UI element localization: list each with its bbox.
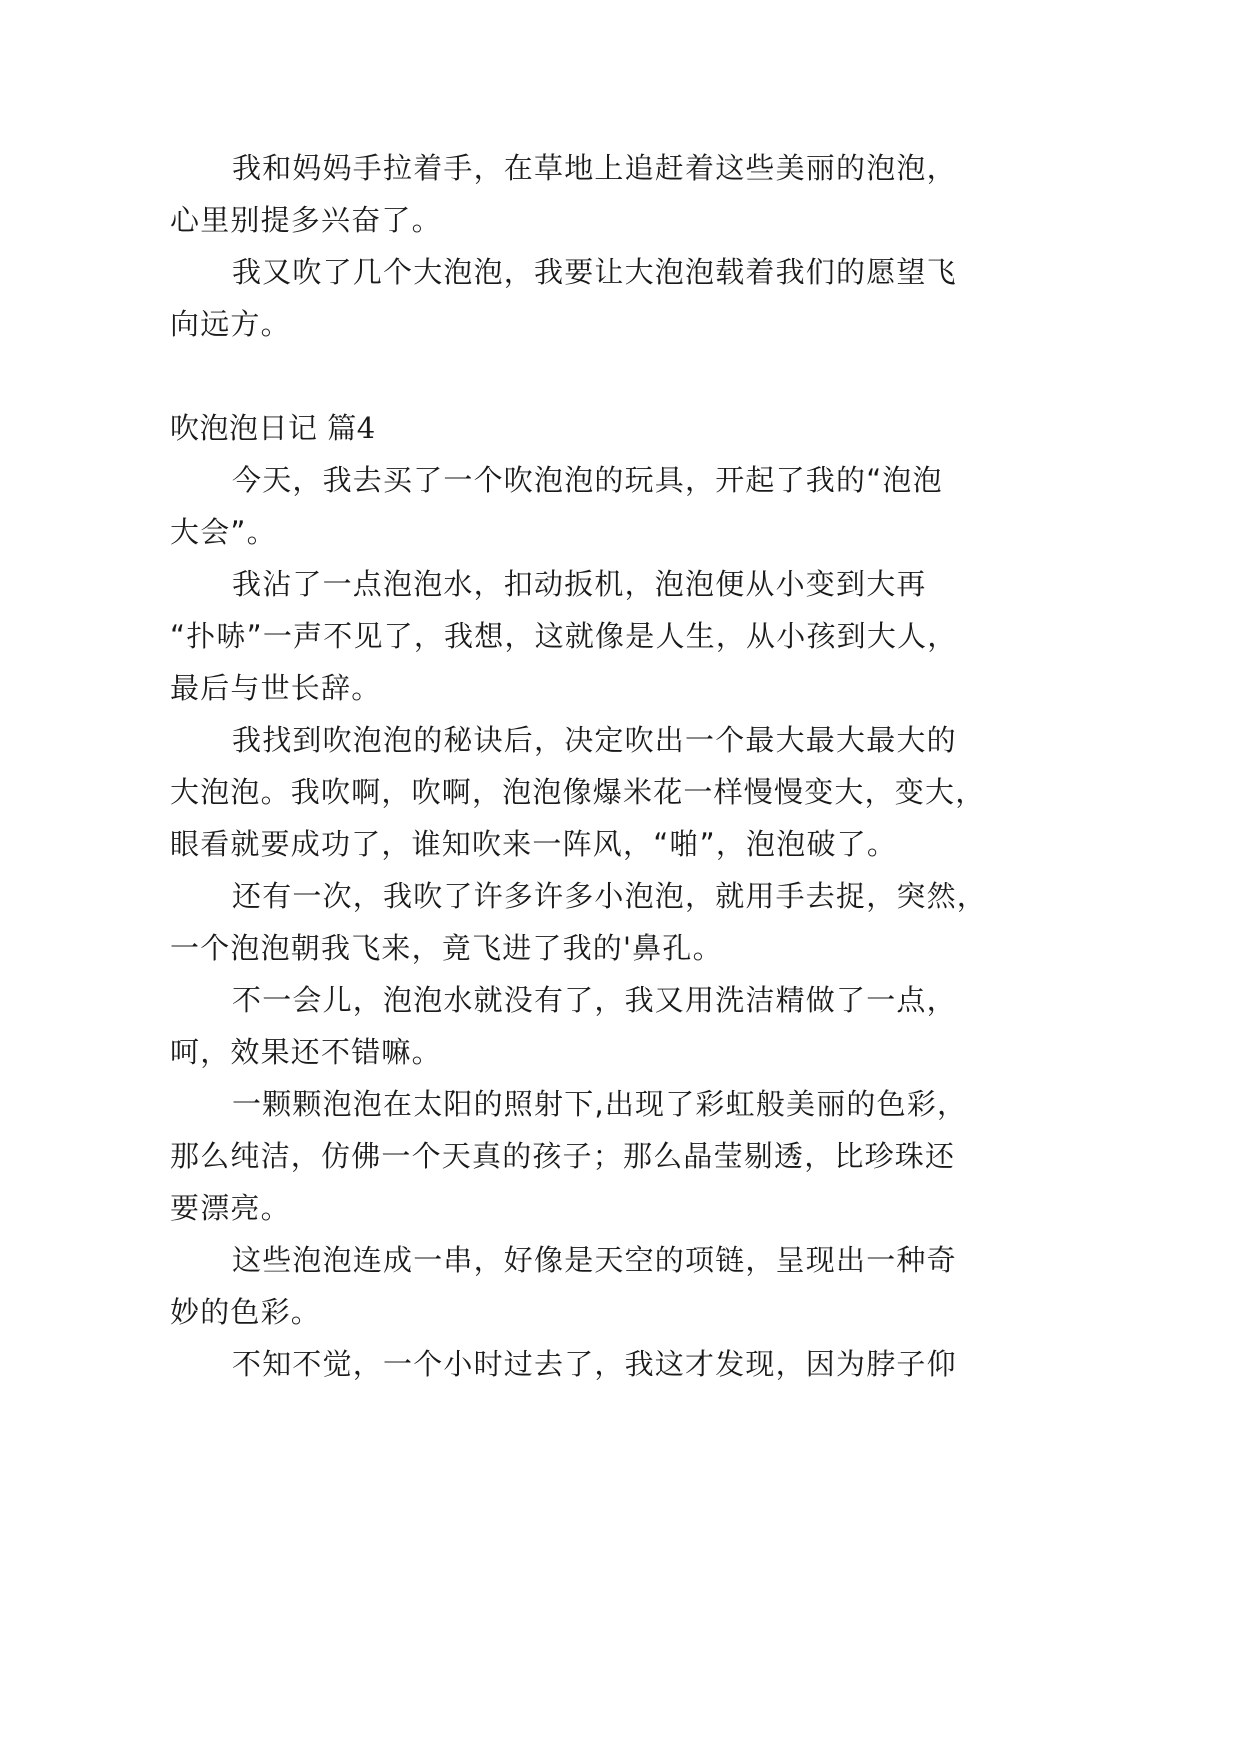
paragraph-10-line-1: 不知不觉，一个小时过去了，我这才发现，因为脖子仰 [232, 1347, 957, 1381]
paragraph-2-line-2: 向远方。 [170, 307, 291, 341]
paragraph-3-line-2: 大会”。 [170, 515, 277, 549]
section-title: 吹泡泡日记 篇4 [170, 411, 376, 445]
paragraph-5-line-2: 大泡泡。我吹啊，吹啊，泡泡像爆米花一样慢慢变大，变大， [170, 775, 986, 809]
paragraph-8-line-1: 一颗颗泡泡在太阳的照射下,出现了彩虹般美丽的色彩， [232, 1087, 968, 1121]
paragraph-7-line-1: 不一会儿，泡泡水就没有了，我又用洗洁精做了一点， [232, 983, 957, 1017]
paragraph-3-line-1: 今天，我去买了一个吹泡泡的玩具，开起了我的“泡泡 [232, 463, 943, 497]
paragraph-5-line-1: 我找到吹泡泡的秘诀后，决定吹出一个最大最大最大的 [232, 723, 957, 757]
paragraph-1-line-1: 我和妈妈手拉着手，在草地上追赶着这些美丽的泡泡， [232, 151, 957, 185]
paragraph-2-line-1: 我又吹了几个大泡泡，我要让大泡泡载着我们的愿望飞 [232, 255, 957, 289]
paragraph-7-line-2: 呵，效果还不错嘛。 [170, 1035, 442, 1069]
paragraph-6-line-1: 还有一次，我吹了许多许多小泡泡，就用手去捉，突然， [232, 879, 988, 913]
paragraph-9-line-2: 妙的色彩。 [170, 1295, 322, 1329]
paragraph-5-line-3: 眼看就要成功了，谁知吹来一阵风，“啪”，泡泡破了。 [170, 827, 898, 861]
paragraph-1-line-2: 心里别提多兴奋了。 [170, 203, 442, 237]
paragraph-8-line-3: 要漂亮。 [170, 1191, 291, 1225]
paragraph-9-line-1: 这些泡泡连成一串，好像是天空的项链，呈现出一种奇 [232, 1243, 957, 1277]
paragraph-4-line-1: 我沾了一点泡泡水，扣动扳机，泡泡便从小变到大再 [232, 567, 927, 601]
paragraph-6-line-2: 一个泡泡朝我飞来，竟飞进了我的'鼻孔。 [170, 931, 723, 965]
paragraph-4-line-3: 最后与世长辞。 [170, 671, 382, 705]
paragraph-8-line-2: 那么纯洁，仿佛一个天真的孩子；那么晶莹剔透，比珍珠还 [170, 1139, 956, 1173]
paragraph-4-line-2: “扑哧”一声不见了，我想，这就像是人生，从小孩到大人， [170, 619, 958, 653]
